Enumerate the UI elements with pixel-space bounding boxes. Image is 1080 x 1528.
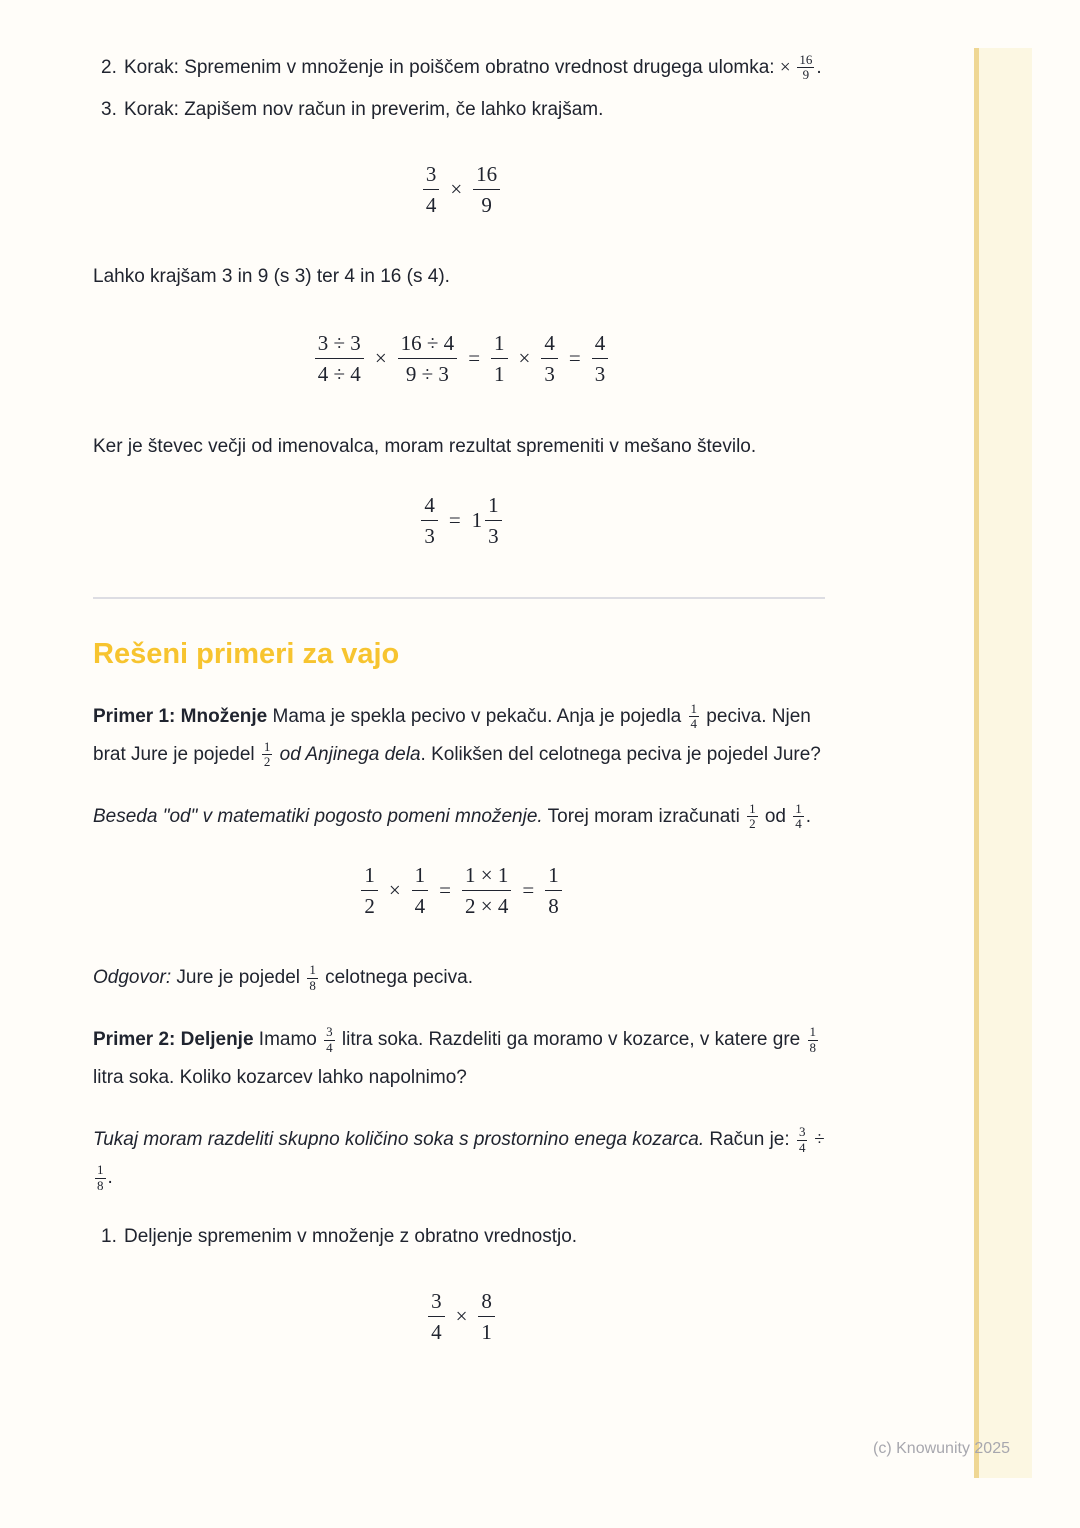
- list-item: [93, 94, 830, 126]
- formula-primer2-setup: [93, 1288, 830, 1346]
- fraction: [423, 161, 440, 219]
- fraction-denominator: 4: [431, 1319, 442, 1344]
- fraction: [473, 161, 500, 219]
- math-operator: ×: [374, 346, 387, 371]
- text-segment: Jure je pojedel: [171, 967, 306, 989]
- fraction-denominator: 8: [309, 977, 316, 993]
- paragraph-primer2: [93, 1021, 830, 1097]
- fraction: [462, 862, 511, 920]
- fraction-denominator: 1: [494, 362, 505, 387]
- fraction-denominator: 8: [97, 1177, 104, 1193]
- italic-segment: Beseda "od" v matematiki pogosto pomeni množenje.: [93, 805, 543, 827]
- fraction-numerator: 1: [309, 962, 316, 978]
- fraction-numerator: 4: [541, 330, 558, 359]
- list-item-number: 1.: [101, 1226, 117, 1248]
- section-heading: Rešeni primeri za vajo: [93, 638, 400, 671]
- inline-fraction: [689, 702, 700, 732]
- text-segment: . Kolikšen del celotnega peciva je pojedel Jure?: [420, 743, 821, 765]
- inline-fraction: [307, 963, 318, 993]
- text-segment: .: [816, 57, 822, 78]
- inline-fraction: [324, 1025, 335, 1055]
- fraction-numerator: 1: [545, 862, 562, 891]
- list-item-number: 2.: [101, 57, 117, 78]
- fraction-denominator: 4: [795, 816, 802, 832]
- inline-fraction: [262, 740, 273, 770]
- text-segment: Imamo: [253, 1029, 323, 1051]
- fraction-denominator: 3: [544, 362, 555, 387]
- list-item-number: 3.: [101, 99, 117, 121]
- fraction-denominator: 4: [690, 716, 698, 732]
- fraction-numerator: 3 ÷ 3: [315, 330, 364, 359]
- fraction: [428, 1288, 445, 1346]
- math-operator: =: [439, 878, 451, 903]
- fraction: [361, 862, 378, 920]
- formula-simplification: [93, 330, 830, 388]
- accent-stripe-panel: [979, 48, 1032, 1478]
- fraction-denominator: 4: [414, 894, 426, 919]
- whole-number: 1: [471, 507, 483, 532]
- text-segment: peciva. Njen brat Jure je pojedel: [93, 705, 811, 765]
- fraction-numerator: 1: [412, 862, 429, 891]
- inline-fraction: [95, 1163, 106, 1193]
- math-operator: ×: [518, 346, 531, 371]
- text-segment: Deljenje spremenim v množenje z obratno vrednostjo.: [124, 1226, 578, 1248]
- fraction-denominator: 2: [749, 816, 756, 832]
- inline-fraction: [747, 802, 758, 832]
- math-operator: =: [522, 878, 535, 903]
- italic-segment: Odgovor:: [93, 967, 172, 989]
- fraction-denominator: 8: [809, 1039, 817, 1055]
- fraction-numerator: 1: [809, 1024, 817, 1040]
- fraction-numerator: 16: [799, 51, 813, 67]
- text-segment: Mama je spekla pecivo v pekaču. Anja je pojedla: [267, 705, 687, 727]
- paragraph-odgovor: [93, 959, 830, 997]
- text-segment: Lahko krajšam 3 in 9 (s 3) ter 4 in 16 (s 4).: [93, 266, 450, 288]
- fraction-denominator: 2: [364, 894, 375, 919]
- paragraph-krajsam: [93, 258, 830, 296]
- inline-fraction: [797, 53, 814, 83]
- fraction-numerator: 1: [795, 800, 802, 816]
- fraction: [485, 492, 502, 550]
- math-operator: ×: [388, 878, 401, 903]
- fraction-denominator: 3: [488, 523, 499, 548]
- fraction-denominator: 2: [263, 754, 271, 770]
- fraction-denominator: 1: [481, 1319, 492, 1344]
- text-segment: .: [805, 805, 812, 827]
- ordered-list-division-steps: [93, 52, 830, 127]
- bold-segment: Primer 1: Množenje: [93, 705, 268, 727]
- fraction: [545, 862, 562, 920]
- fraction-numerator: 3: [798, 1124, 806, 1140]
- fraction-numerator: 4: [592, 330, 609, 359]
- fraction-denominator: 4 ÷ 4: [317, 362, 361, 387]
- formula-primer1-calculation: [93, 862, 830, 920]
- italic-segment: od Anjinega dela: [279, 743, 421, 765]
- italic-segment: Tukaj moram razdeliti skupno količino soka s prostornino enega kozarca.: [93, 1129, 705, 1151]
- fraction-numerator: 16: [473, 161, 500, 190]
- list-item-text: [124, 94, 830, 126]
- fraction-numerator: 1: [263, 738, 271, 754]
- fraction-denominator: 4: [326, 1039, 333, 1055]
- text-segment: Korak: Zapišem nov račun in preverim, če lahko krajšam.: [124, 99, 604, 121]
- inline-fraction: [808, 1025, 819, 1055]
- text-segment: od: [759, 805, 792, 827]
- math-operator: =: [568, 346, 581, 371]
- fraction-numerator: 1: [749, 800, 756, 816]
- fraction-denominator: 4: [425, 192, 437, 217]
- math-operator: =: [468, 346, 481, 371]
- paragraph-mesano-stevilo: [93, 428, 830, 466]
- fraction-numerator: 1: [485, 492, 502, 521]
- formula-mixed-number: [93, 492, 830, 550]
- fraction-numerator: 16 ÷ 4: [398, 330, 458, 359]
- inline-fraction: [797, 1125, 808, 1155]
- paragraph-primer1: [93, 698, 830, 774]
- fraction-denominator: 9: [481, 192, 492, 217]
- fraction: [315, 330, 364, 388]
- fraction: [412, 862, 429, 920]
- formula-multiplication-setup: [93, 161, 830, 219]
- text-segment: Račun je:: [704, 1129, 795, 1151]
- fraction: [491, 330, 508, 388]
- math-operator: =: [448, 507, 461, 532]
- fraction-denominator: 2 × 4: [465, 894, 509, 919]
- fraction: [421, 492, 438, 550]
- text-segment: Torej moram izračunati: [542, 805, 746, 827]
- fraction-denominator: 4: [798, 1139, 806, 1155]
- bold-segment: Primer 2: Deljenje: [93, 1029, 254, 1051]
- fraction-numerator: 3: [423, 161, 440, 190]
- ordered-list-primer2-steps: [93, 1221, 830, 1253]
- fraction: [398, 330, 458, 388]
- fraction-denominator: 9: [802, 67, 810, 83]
- fraction: [478, 1288, 495, 1346]
- text-segment: litra soka. Razdeliti ga moramo v kozarce, v katere gre: [336, 1029, 806, 1051]
- text-segment: celotnega peciva.: [319, 967, 473, 989]
- fraction-numerator: 4: [421, 492, 438, 521]
- text-segment: litra soka. Koliko kozarcev lahko napolnimo?: [93, 1067, 467, 1089]
- fraction: [592, 330, 609, 388]
- fraction-numerator: 8: [478, 1288, 495, 1317]
- fraction-denominator: 3: [424, 523, 435, 548]
- text-segment: Ker je števec večji od imenovalca, moram rezultat spremeniti v mešano število.: [93, 435, 757, 457]
- fraction-denominator: 3: [594, 362, 606, 387]
- paragraph-tukaj: [93, 1121, 830, 1197]
- text-segment: Korak: Spremenim v množenje in poiščem obratno vrednost drugega ulomka:: [124, 57, 780, 78]
- section-divider: [93, 597, 825, 599]
- paragraph-beseda-od: [93, 798, 830, 836]
- fraction: [541, 330, 558, 388]
- fraction-numerator: 1: [361, 862, 378, 891]
- copyright-notice: (c) Knowunity 2025: [873, 1440, 1010, 1457]
- list-item: [93, 52, 830, 84]
- fraction-denominator: 9 ÷ 3: [405, 362, 449, 387]
- math-segment: ÷: [809, 1129, 825, 1151]
- fraction-numerator: 1: [690, 700, 698, 716]
- fraction-numerator: 1: [491, 330, 508, 359]
- fraction-numerator: 3: [428, 1288, 445, 1317]
- math-operator: ×: [455, 1303, 468, 1328]
- list-item-text: [124, 1221, 830, 1253]
- list-item: [93, 1221, 830, 1253]
- text-segment: .: [107, 1167, 113, 1189]
- fraction-numerator: 1 × 1: [462, 862, 511, 891]
- fraction-numerator: 1: [97, 1162, 104, 1178]
- math-operator: ×: [450, 176, 463, 201]
- fraction-numerator: 3: [326, 1024, 333, 1040]
- list-item-text: [124, 52, 830, 84]
- inline-fraction: [793, 802, 804, 832]
- math-segment: ×: [779, 57, 796, 78]
- fraction-denominator: 8: [548, 894, 559, 919]
- document-page: [93, 0, 830, 1385]
